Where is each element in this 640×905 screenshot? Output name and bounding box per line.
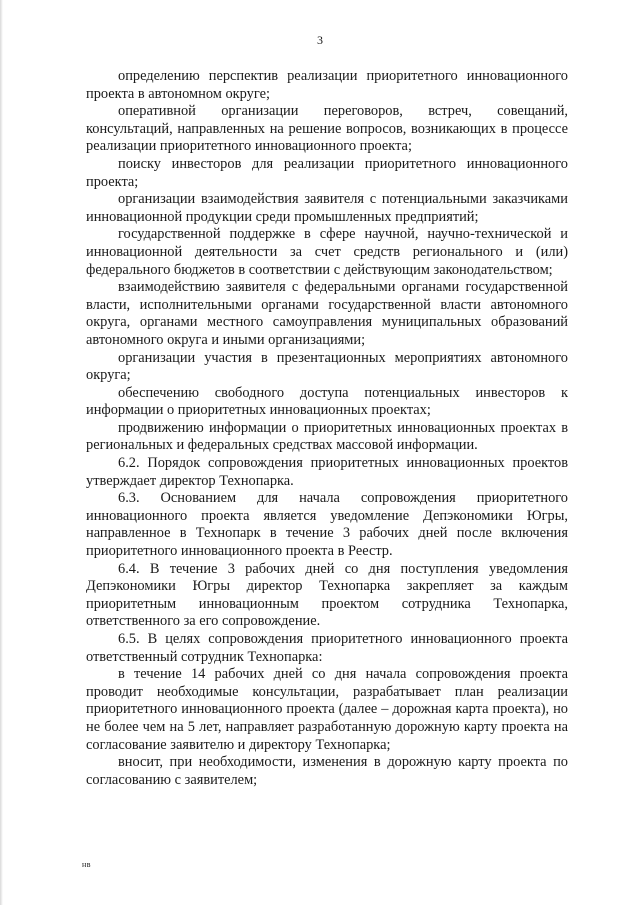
- paragraph-6: взаимодействию заявителя с федеральными органами государственной власти, исполнительными органами государственной власти автономного округа, органами местного самоуправления муниципальных образований автономного округа и иными организациями;: [86, 279, 568, 348]
- paragraph-9: продвижению информации о приоритетных инновационных проектах в региональных и федеральных средствах массовой информации.: [86, 419, 568, 454]
- paragraph-12: 6.4. В течение 3 рабочих дней со дня поступления уведомления Депэкономики Югры директор Технопарка закрепляет за каждым приоритетным инновационным проектом сотрудника Технопарка, ответственного за его сопровождение.: [86, 560, 568, 630]
- paragraph-2: оперативной организации переговоров, встреч, совещаний, консультаций, направленных на решение вопросов, возникающих в процессе реализации приоритетного инновационного проекта;: [86, 103, 568, 155]
- document-body: [86, 68, 568, 789]
- paragraph-3: поиску инвесторов для реализации приоритетного инновационного проекта;: [86, 155, 568, 190]
- paragraph-15: вносит, при необходимости, изменения в дорожную карту проекта по согласованию с заявителем;: [86, 754, 568, 788]
- paragraph-14: в течение 14 рабочих дней со дня начала сопровождения проекта проводит необходимые консультации, разрабатывает план реализации приоритетного инновационного проекта (далее – дорожная карта проекта), но не более чем на 5 лет, направляет разработанную дорожную карту проекта на согласование заявителю и директору Технопарка;: [86, 666, 568, 753]
- paragraph-5: государственной поддержке в сфере научной, научно-технической и инновационной деятельности за счет средств регионального и (или) федерального бюджетов в соответствии с действующим законодательством;: [86, 226, 568, 278]
- scan-edge: [0, 0, 3, 905]
- footer-initials: нв: [82, 860, 92, 869]
- paragraph-10: 6.2. Порядок сопровождения приоритетных инновационных проектов утверждает директор Технопарка.: [86, 455, 568, 489]
- paragraph-7: организации участия в презентационных мероприятиях автономного округа;: [86, 349, 568, 384]
- page-number: 3: [317, 33, 323, 47]
- paragraph-13: 6.5. В целях сопровождения приоритетного инновационного проекта ответственный сотрудник Технопарка:: [86, 631, 568, 665]
- paragraph-8: обеспечению свободного доступа потенциальных инвесторов к информации о приоритетных инновационных проектах;: [86, 384, 568, 419]
- paragraph-4: организации взаимодействия заявителя с потенциальными заказчиками инновационной продукции среди промышленных предприятий;: [86, 191, 568, 225]
- paragraph-11: 6.3. Основанием для начала сопровождения приоритетного инновационного проекта является уведомление Депэкономики Югры, направленное в Технопарк в течение 3 рабочих дней после включения приоритетного инновационного проекта в Реестр.: [86, 490, 568, 560]
- paragraph-1: определению перспектив реализации приоритетного инновационного проекта в автономном округе;: [86, 68, 568, 102]
